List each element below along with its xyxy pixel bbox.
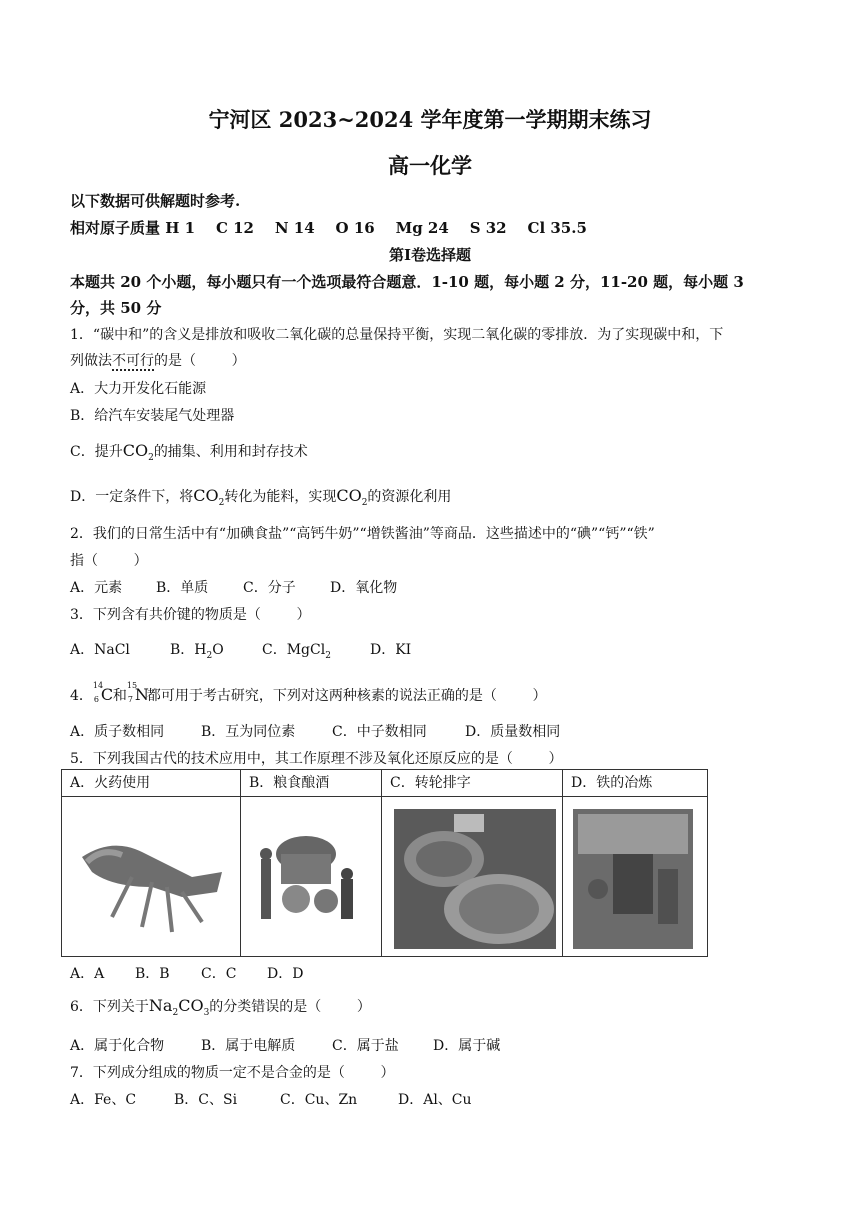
exam-subtitle: 高一化学 xyxy=(388,153,472,178)
q6-stem: 6．下列关于$Na_2CO_3$的分类错误的是（ ） xyxy=(70,996,371,1018)
wine-brewing-image xyxy=(246,819,371,939)
q4-option-b[interactable]: B．互为同位素 xyxy=(201,724,296,740)
q2-stem-line2: 指（ ） xyxy=(70,553,148,569)
q7-option-a[interactable]: A．Fe、C xyxy=(70,1092,137,1108)
q5-header-b: B．粮食酿酒 xyxy=(241,770,382,797)
q2-stem-line1: 2．我们的日常生活中有“加碘食盐”“高钙牛奶”“增铁酱油”等商品．这些描述中的“碘”“钙”“铁” xyxy=(70,526,655,542)
q5-header-d: D．铁的冶炼 xyxy=(563,770,708,797)
q2-option-d[interactable]: D．氧化物 xyxy=(330,580,398,596)
q1-option-d[interactable]: D．一定条件下，将$CO_2$转化为能料，实现$CO_2$的资源化利用 xyxy=(70,486,452,508)
q5-option-b[interactable]: B．B xyxy=(135,966,170,982)
q4-option-c[interactable]: C．中子数相同 xyxy=(332,724,427,740)
q6-option-d[interactable]: D．属于碱 xyxy=(433,1038,501,1054)
carbon-14-nuclide: 14 6 C xyxy=(92,681,114,704)
q6-option-b[interactable]: B．属于电解质 xyxy=(201,1038,296,1054)
q2-option-b[interactable]: B．单质 xyxy=(156,580,209,596)
q7-stem: 7．下列成分组成的物质一定不是合金的是（ ） xyxy=(70,1065,395,1081)
q4-stem: 4． 14 6 C 和 15 7 N 都可用于考古研究，下列对这两种核素的说法正确的是（ ） xyxy=(70,681,547,704)
q1-option-b[interactable]: B．给汽车安装尾气处理器 xyxy=(70,408,235,424)
q5-option-a[interactable]: A．A xyxy=(70,966,105,982)
q5-image-b-cell xyxy=(241,797,382,957)
atomic-masses: 相对原子质量 H 1 C 12 N 14 O 16 Mg 24 S 32 Cl 35.5 xyxy=(70,219,587,237)
section-instruction-line1: 本题共 20 个小题，每小题只有一个选项最符合题意．1-10 题，每小题 2 分，11-20 题，每小题 3 xyxy=(70,273,744,291)
q2-option-c[interactable]: C．分子 xyxy=(243,580,296,596)
q1-option-c[interactable]: C．提升$CO_2$的捕集、利用和封存技术 xyxy=(70,441,308,463)
section-instruction-line2: 分，共 50 分 xyxy=(70,299,162,317)
q3-option-d[interactable]: D．KI xyxy=(370,642,412,658)
q5-option-d[interactable]: D．D xyxy=(267,966,304,982)
q5-stem: 5．下列我国古代的技术应用中，其工作原理不涉及氧化还原反应的是（ ） xyxy=(70,751,563,767)
q3-option-c[interactable]: C．MgCl$_2$ xyxy=(262,642,331,661)
movable-type-image xyxy=(394,809,556,949)
q1-emphasis: 不可行 xyxy=(112,353,154,369)
q1-stem-line1: 1．“碳中和”的含义是排放和吸收二氧化碳的总量保持平衡，实现二氧化碳的零排放．为了实现碳中和，下 xyxy=(70,327,724,343)
iron-smelting-image xyxy=(573,809,693,949)
exam-title: 宁河区 2023~2024 学年度第一学期期末练习 xyxy=(208,107,652,132)
q1-stem-line2: 列做法不可行的是（ ） xyxy=(70,353,246,369)
nitrogen-15-nuclide: 15 7 N xyxy=(126,681,149,704)
q2-option-a[interactable]: A．元素 xyxy=(70,580,123,596)
q6-option-a[interactable]: A．属于化合物 xyxy=(70,1038,165,1054)
q1-option-a[interactable]: A．大力开发化石能源 xyxy=(70,381,207,397)
q5-image-d-cell xyxy=(563,797,708,957)
q5-image-table xyxy=(61,769,708,957)
q5-option-c[interactable]: C．C xyxy=(201,966,237,982)
q5-image-a-cell xyxy=(62,797,241,957)
gunpowder-image xyxy=(72,817,232,937)
q4-option-a[interactable]: A．质子数相同 xyxy=(70,724,165,740)
q4-option-d[interactable]: D．质量数相同 xyxy=(465,724,561,740)
q3-option-a[interactable]: A．NaCl xyxy=(70,642,130,658)
q3-option-b[interactable]: B．$H_2O$ xyxy=(170,642,224,661)
q7-option-c[interactable]: C．Cu、Zn xyxy=(280,1092,358,1108)
q5-header-a: A．火药使用 xyxy=(62,770,241,797)
q5-image-c-cell xyxy=(382,797,563,957)
q6-option-c[interactable]: C．属于盐 xyxy=(332,1038,399,1054)
section-title: 第Ⅰ卷选择题 xyxy=(388,246,472,264)
reference-note: 以下数据可供解题时参考. xyxy=(70,192,241,210)
q5-header-c: C．转轮排字 xyxy=(382,770,563,797)
q7-option-d[interactable]: D．Al、Cu xyxy=(398,1092,472,1108)
q7-option-b[interactable]: B．C、Si xyxy=(174,1092,238,1108)
q3-stem: 3．下列含有共价键的物质是（ ） xyxy=(70,607,311,623)
